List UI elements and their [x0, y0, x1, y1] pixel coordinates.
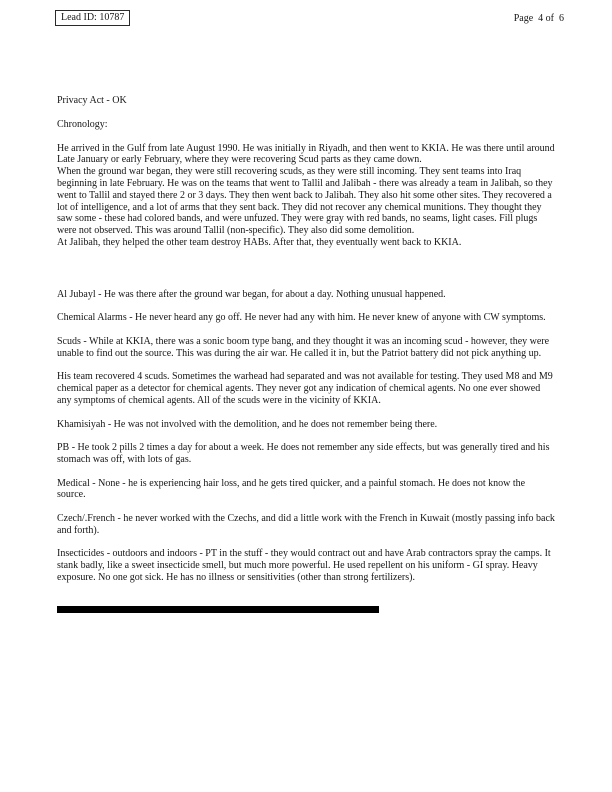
chronology-block — [57, 143, 556, 249]
lead-id-stamp: Lead ID: 10787 — [55, 10, 130, 26]
privacy-act-line: Privacy Act - OK — [57, 95, 127, 106]
document-body — [57, 95, 556, 613]
redaction-bar — [57, 606, 379, 613]
chronology-heading: Chronology: — [57, 118, 108, 130]
paragraph-scuds: Scuds - While at KKIA, there was a sonic boom type bang, and they thought it was an incoming scud - however, they were unable to find out the source. This was during the air war. He called it in, but the Patriot battery did not pick anything up. — [57, 335, 550, 359]
page-header — [55, 10, 564, 26]
chronology-paragraph-arrival: He arrived in the Gulf from late August 1990. He was initially in Riyadh, and then went to KKIA. He was there until around Late January or early February, where they were recovering Scud parts as they came down. — [57, 142, 555, 166]
paragraph-recovered-scuds: His team recovered 4 scuds. Sometimes the warhead had separated and was not available for testing. They used M8 and M9 chemical paper as a detector for chemical agents. They never got any indication of chemical agents. No one ever showed any symptoms of chemical agents. All of the scuds were in the vicinity of KKIA. — [57, 371, 553, 406]
paragraph-chemical-alarms: Chemical Alarms - He never heard any go off. He never had any with him. He never knew of anyone with CW symptoms. — [57, 312, 546, 324]
paragraph-al-jubayl: Al Jubayl - He was there after the ground war began, for about a day. Nothing unusual happened. — [57, 288, 446, 300]
topic-paragraphs — [57, 289, 556, 584]
paragraph-medical: Medical - None - he is experiencing hair loss, and he gets tired quicker, and a painful stomach. He does not know the source. — [57, 477, 526, 501]
chronology-paragraph-ground-war: When the ground war began, they were still recovering scuds, as they were still incoming. They sent teams into Iraq beginning in late February. He was on the teams that went to Tallil and Jalibah - there was already a team in Jalibah, so they went to Tallil and stayed there 2 or 3 days. They then went back to Jalibah. They also hit some other sites. They recovered a lot of intelligence, and a lot of arms that they sent back. They did not recover any chemical munitions. They thought they saw some - these had colored bands, and were unfuzed. They were gray with red bands, no seams, light cases. Fill plugs were not observed. This was around Tallil (non-specific). They also did some demolition. — [57, 166, 553, 237]
paragraph-insecticides: Insecticides - outdoors and indoors - PT in the stuff - they would contract out and have Arab contractors spray the camps. It stank badly, like a sweet insecticide smell, but much more powerful. He used repellent on his uniform - GI spray. Heavy exposure. No one got sick. He has no illness or sensitivities (other than strong fertilizers). — [57, 548, 551, 583]
paragraph-pb: PB - He took 2 pills 2 times a day for about a week. He does not remember any side effects, but was generally tired and his stomach was off, with lots of gas. — [57, 442, 550, 465]
paragraph-khamisiyah: Khamisiyah - He was not involved with the demolition, and he does not remember being there. — [57, 418, 438, 430]
page-number: Page 4 of 6 — [513, 13, 564, 24]
chronology-paragraph-jalibah: At Jalibah, they helped the other team destroy HABs. After that, they eventually went back to KKIA. — [57, 236, 462, 248]
paragraph-czech-french: Czech/.French - he never worked with the Czechs, and did a little work with the French in Kuwait (mostly passing info back and forth). — [57, 512, 555, 536]
